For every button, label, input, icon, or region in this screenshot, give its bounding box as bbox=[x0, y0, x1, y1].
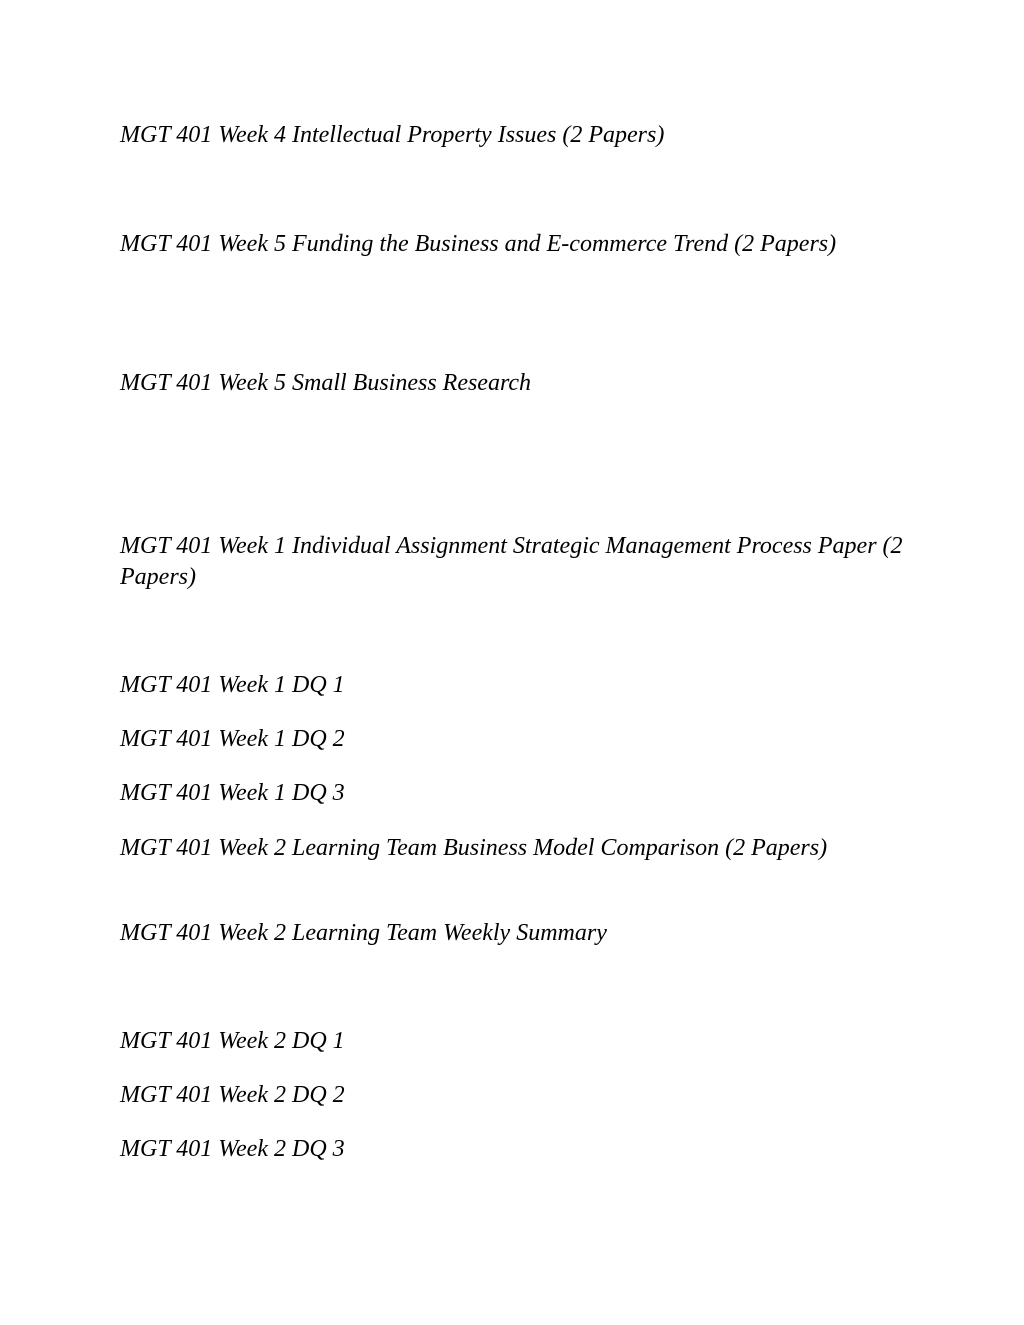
document-line: MGT 401 Week 5 Funding the Business and E-commerce Trend (2 Papers) bbox=[120, 231, 837, 257]
document-line: MGT 401 Week 1 DQ 1 bbox=[120, 672, 345, 698]
document-line: MGT 401 Week 2 DQ 1 bbox=[120, 1028, 345, 1054]
document-line: MGT 401 Week 2 DQ 2 bbox=[120, 1082, 345, 1108]
document-line: MGT 401 Week 5 Small Business Research bbox=[120, 370, 532, 396]
document-line: MGT 401 Week 1 DQ 3 bbox=[120, 780, 345, 806]
document-line: MGT 401 Week 4 Intellectual Property Issues (2 Papers) bbox=[120, 122, 665, 148]
document-line: MGT 401 Week 2 Learning Team Business Model Comparison (2 Papers) bbox=[120, 835, 828, 861]
document-line: MGT 401 Week 1 Individual Assignment Strategic Management Process Paper (2 Papers) bbox=[120, 533, 903, 590]
document-line: MGT 401 Week 2 Learning Team Weekly Summary bbox=[120, 920, 607, 946]
document-line: MGT 401 Week 1 DQ 2 bbox=[120, 726, 345, 752]
document-line: MGT 401 Week 2 DQ 3 bbox=[120, 1136, 345, 1162]
